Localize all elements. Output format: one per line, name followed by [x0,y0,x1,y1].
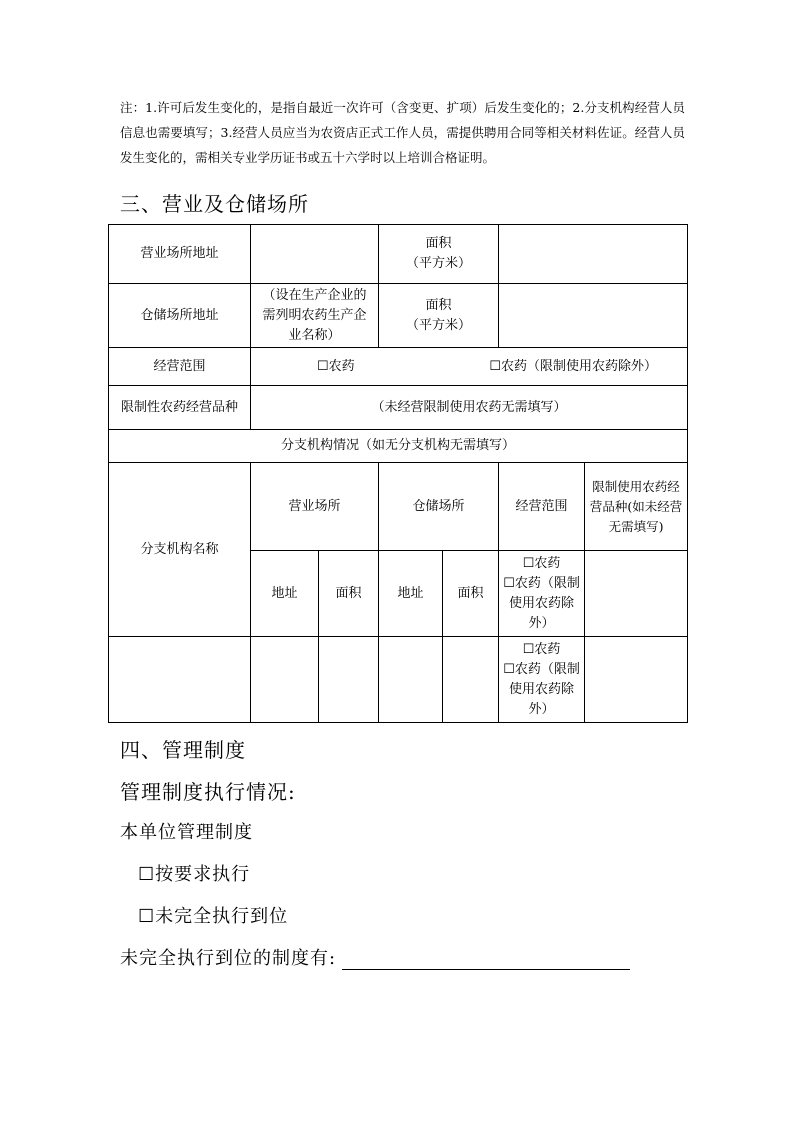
section-4-title: 四、管理制度 [120,738,246,762]
branch-restricted-label: 限制使用农药经营品种(如未经营无需填写) [585,463,688,551]
branch-section-header: 分支机构情况（如无分支机构无需填写） [109,430,688,463]
branch-warehouse-area-label: 面积 [443,551,499,637]
branch-scope-checkbox-pesticide-2[interactable]: ☐农药 [522,641,561,657]
branch-restricted-cell-1[interactable] [585,551,688,637]
branch-scope-options-2 [499,637,585,723]
branch-scope-label: 经营范围 [499,463,585,551]
branch-warehouse-area-cell[interactable] [443,637,499,723]
unit-management-label: 本单位管理制度 [120,822,253,843]
branch-restricted-cell-2[interactable] [585,637,688,723]
branch-warehouse-address-cell[interactable] [379,637,443,723]
branch-business-area-cell[interactable] [319,637,379,723]
management-subtitle: 管理制度执行情况: [120,780,296,804]
business-area-cell[interactable] [499,225,688,284]
checkbox-not-fully-implemented[interactable]: ☐未完全执行到位 [138,906,289,927]
branch-scope-options-1 [499,551,585,637]
warehouse-address-label: 仓储场所地址 [109,284,251,348]
business-area-label: 面积 （平方米） [379,225,499,284]
section-3-title: 三、营业及仓储场所 [120,192,309,216]
business-address-cell[interactable] [251,225,379,284]
branch-business-area-label: 面积 [319,551,379,637]
incomplete-systems-row [120,944,630,970]
scope-label: 经营范围 [109,348,251,386]
branch-scope-checkbox-pesticide[interactable]: ☐农药 [522,555,561,571]
warehouse-area-label: 面积 （平方米） [379,284,499,348]
branch-warehouse-address-label: 地址 [379,551,443,637]
branch-name-label: 分支机构名称 [109,463,251,637]
restricted-varieties-hint[interactable]: （未经营限制使用农药无需填写） [251,386,688,430]
warehouse-address-hint[interactable]: （设在生产企业的需列明农药生产企业名称） [251,284,379,348]
branch-business-label: 营业场所 [251,463,379,551]
warehouse-area-cell[interactable] [499,284,688,348]
note-paragraph: 注：1.许可后发生变化的，是指自最近一次许可（含变更、扩项）后发生变化的；2.分支机构经营人员信息也需要填写；3.经营人员应当为农资店正式工作人员，需提供聘用合同等相关材料佐证。经营人员发生变化的，需相关专业学历证书或五十六学时以上培训合格证明。 [120,100,685,165]
branch-business-address-label: 地址 [251,551,319,637]
restricted-varieties-label: 限制性农药经营品种 [109,386,251,430]
incomplete-systems-label: 未完全执行到位的制度有: [120,948,337,969]
branch-warehouse-label: 仓储场所 [379,463,499,551]
scope-checkbox-pesticide[interactable]: ☐农药 [317,358,355,374]
scope-options [251,348,688,386]
checkbox-as-required[interactable]: ☐按要求执行 [138,864,251,885]
business-address-label: 营业场所地址 [109,225,251,284]
scope-checkbox-non-restricted[interactable]: ☐农药（限制使用农药除外） [489,358,658,374]
branch-scope-checkbox-non-restricted[interactable]: ☐农药（限制使用农药除外） [503,575,580,631]
branch-name-cell[interactable] [109,637,251,723]
branch-scope-checkbox-non-restricted-2[interactable]: ☐农药（限制使用农药除外） [503,661,580,717]
incomplete-systems-input-line[interactable] [342,947,630,970]
premises-table [108,224,688,723]
branch-business-address-cell[interactable] [251,637,319,723]
